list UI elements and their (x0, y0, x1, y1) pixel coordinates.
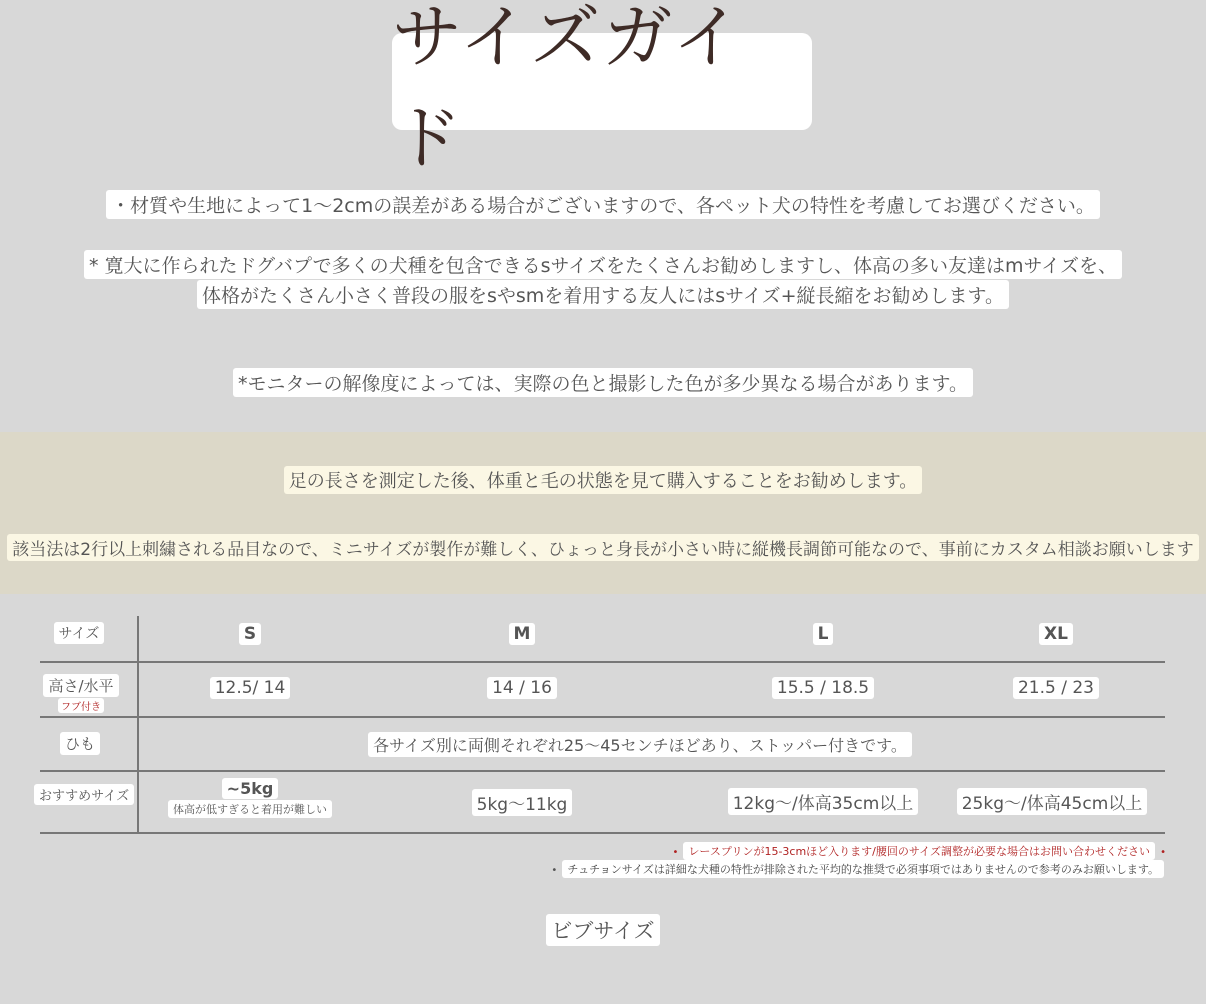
recommend-l-text: 12kg〜/体高35cm以上 (728, 788, 919, 815)
recommend-m (442, 789, 602, 816)
note-text-2b: 体格がたくさん小さく普段の服をsやsmを着用する友人にはsサイズ+縦長縮をお勧めします。 (197, 280, 1009, 309)
note-line-1 (0, 190, 1206, 219)
note-line-3 (0, 368, 1206, 397)
page-title-box (392, 0, 812, 179)
height-sub-label: フブ付き (58, 698, 104, 713)
height-l (743, 677, 903, 699)
height-label-text: 高さ/水平 (43, 674, 118, 697)
table-vertical-divider (137, 616, 139, 832)
string-text-value: 各サイズ別に両側それぞれ25〜45センチほどあり、ストッパー付きです。 (368, 732, 912, 757)
footnote-red-text: レースプリンが15-3cmほど入ります/腰回のサイズ調整が必要な場合はお問い合わせください (683, 842, 1155, 860)
recommend-l (710, 788, 936, 815)
table-divider-4 (40, 832, 1165, 834)
size-xl-text: XL (1039, 623, 1073, 645)
height-xl (986, 677, 1126, 699)
recommend-xl-text: 25kg〜/体高45cm以上 (957, 788, 1148, 815)
size-l-text: L (813, 623, 834, 645)
size-label-text: サイズ (54, 622, 105, 644)
table-divider-2 (40, 716, 1165, 718)
size-header-label (40, 622, 118, 644)
table-divider-1 (40, 661, 1165, 663)
string-label (40, 732, 120, 755)
note-text-1: ・材質や生地によって1〜2cmの誤差がある場合がございますので、各ペット犬の特性を考慮してお選びください。 (106, 190, 1100, 219)
size-s (200, 623, 300, 645)
height-l-text: 15.5 / 18.5 (772, 677, 874, 699)
height-m (452, 677, 592, 699)
band-line-2 (0, 534, 1206, 561)
size-l (773, 623, 873, 645)
recommend-xl (946, 788, 1158, 815)
height-xl-text: 21.5 / 23 (1013, 677, 1099, 699)
recommend-s-text: ~5kg (222, 778, 279, 799)
band-line-1 (0, 466, 1206, 494)
footnote-black: • チュチョンサイズは詳細な犬種の特性が排除された平均的な推奨で必須事項ではありませんので参考のみお願いします。 (551, 858, 1164, 878)
string-label-text: ひも (60, 732, 100, 755)
recommendation-band (0, 432, 1206, 594)
recommend-label (34, 784, 130, 805)
bib-size-heading (0, 914, 1206, 946)
height-label (40, 674, 122, 713)
string-text (240, 732, 1040, 757)
footnote-black-text: チュチョンサイズは詳細な犬種の特性が排除された平均的な推奨で必須事項ではありませんので参考のみお願いします。 (562, 860, 1164, 878)
note-text-2a: * 寛大に作られたドグバプで多くの犬種を包含できるsサイズをたくさんお勧めしますし、体高の多い友達はmサイズを、 (84, 250, 1122, 279)
height-s (180, 677, 320, 699)
note-line-2b (0, 280, 1206, 309)
size-xl (1006, 623, 1106, 645)
bib-size-text: ビブサイズ (546, 914, 659, 946)
page-title: サイズガイド (392, 0, 745, 179)
note-text-3: *モニターの解像度によっては、実際の色と撮影した色が多少異なる場合があります。 (233, 368, 973, 397)
table-divider-3 (40, 770, 1165, 772)
recommend-label-text: おすすめサイズ (34, 784, 134, 805)
size-m-text: M (509, 623, 536, 645)
size-s-text: S (239, 623, 261, 645)
height-m-text: 14 / 16 (487, 677, 557, 699)
recommend-m-text: 5kg〜11kg (472, 789, 573, 816)
size-m (472, 623, 572, 645)
note-line-2a (0, 250, 1206, 279)
height-s-text: 12.5/ 14 (210, 677, 291, 699)
band-text-2: 該当法は2行以上刺繍される品目なので、ミニサイズが製作が難しく、ひょっと身長が小さい時に縦機長調節可能なので、事前にカスタム相談お願いします (7, 534, 1198, 561)
band-text-1: 足の長さを測定した後、体重と毛の状態を見て購入することをお勧めします。 (284, 466, 923, 494)
recommend-s (150, 778, 350, 818)
recommend-s-sub: 体高が低すぎると着用が難しい (168, 800, 332, 818)
footnote-red: • レースプリンが15-3cmほど入ります/腰回のサイズ調整が必要な場合はお問い合わせください • (672, 840, 1166, 860)
